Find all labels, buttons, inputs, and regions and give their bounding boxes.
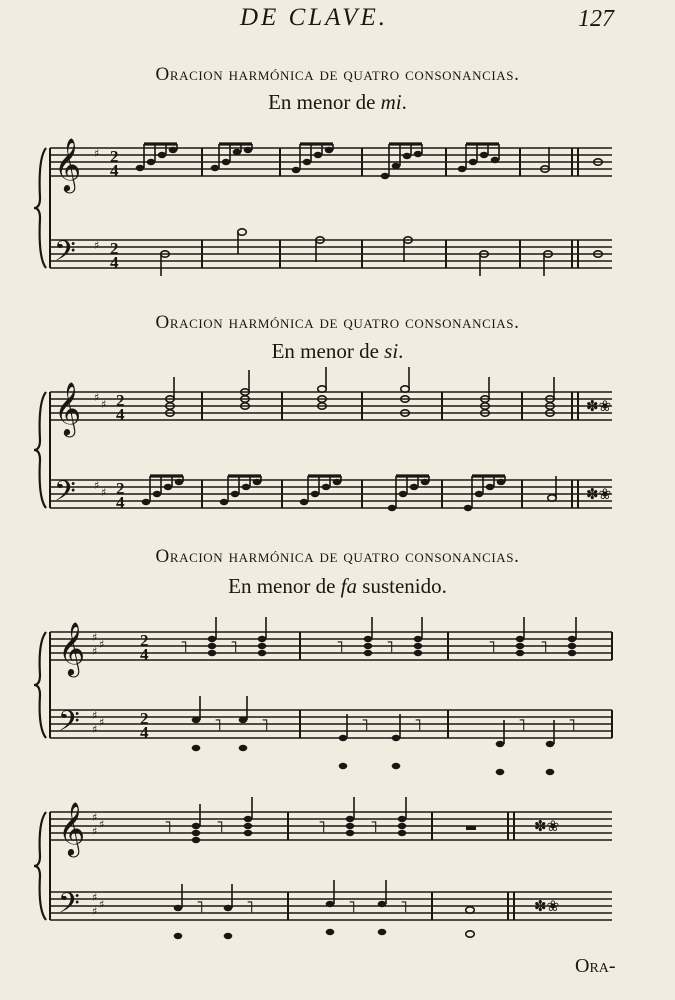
note-head: [516, 636, 525, 642]
note-head: [311, 491, 320, 497]
sharp-sign: ♯: [92, 645, 98, 658]
note-head: [496, 741, 505, 747]
eighth-rest: ˥: [400, 897, 408, 916]
note-head: [244, 830, 253, 836]
note-head: [208, 643, 217, 649]
eighth-rest: ˥: [414, 715, 422, 734]
note-head: [399, 491, 408, 497]
eighth-rest: ˥: [261, 715, 269, 734]
treble-clef: 𝄞: [54, 381, 82, 435]
sharp-sign: ♯: [92, 905, 98, 918]
note-head: [174, 933, 183, 939]
time-signature-upper: 2: [140, 631, 149, 650]
system-brace: [34, 148, 46, 268]
note-head: [364, 643, 373, 649]
note-head: [136, 165, 145, 171]
note-head: [403, 153, 412, 159]
time-signature-upper: 2: [116, 479, 125, 498]
note-head: [464, 505, 473, 511]
half-note-head: [466, 931, 475, 937]
eighth-rest: ˥: [370, 817, 378, 836]
note-head: [339, 735, 348, 741]
note-head: [381, 173, 390, 179]
sharp-sign: ♯: [92, 709, 98, 722]
eighth-rest: ˥: [568, 715, 576, 734]
section-3-heading: Oracion harmónica de quatro consonancias.: [155, 546, 520, 567]
note-head: [192, 830, 201, 836]
catchword: Ora-: [575, 955, 616, 977]
note-head: [192, 717, 201, 723]
note-head: [153, 491, 162, 497]
sharp-sign: ♯: [94, 391, 100, 404]
page-number: 127: [578, 6, 614, 32]
eighth-rest: ˥: [336, 637, 344, 656]
bass-clef: 𝄢: [58, 887, 80, 927]
sharp-sign: ♯: [92, 891, 98, 904]
note-head: [258, 643, 267, 649]
note-head: [292, 167, 301, 173]
note-head: [239, 717, 248, 723]
running-title: DE CLAVE.: [240, 4, 388, 31]
staff: [50, 632, 612, 660]
note-head: [480, 152, 489, 158]
sharp-sign: ♯: [92, 811, 98, 824]
sharp-sign: ♯: [92, 723, 98, 736]
note-head: [192, 745, 201, 751]
note-head: [258, 650, 267, 656]
note-head: [458, 166, 467, 172]
note-head: [414, 151, 423, 157]
section-3-key: fa: [340, 574, 358, 598]
note-head: [414, 636, 423, 642]
final-ornament: ✽❀: [586, 485, 612, 503]
eighth-rest: ˥: [348, 897, 356, 916]
eighth-rest: ˥: [361, 715, 369, 734]
note-head: [497, 479, 506, 485]
note-head: [258, 636, 267, 642]
note-head: [169, 147, 178, 153]
note-head: [546, 769, 555, 775]
note-head: [175, 479, 184, 485]
note-head: [325, 147, 334, 153]
note-head: [486, 484, 495, 490]
eighth-rest: ˥: [540, 637, 548, 656]
eighth-rest: ˥: [488, 637, 496, 656]
note-head: [322, 484, 331, 490]
section-3-subheading: En menor de fa sustenido.: [228, 574, 447, 598]
note-head: [398, 816, 407, 822]
note-head: [346, 830, 355, 836]
note-head: [392, 763, 401, 769]
eighth-rest: ˥: [216, 817, 224, 836]
sharp-sign: ♯: [94, 147, 100, 160]
system-brace: [34, 632, 46, 738]
note-head: [516, 650, 525, 656]
note-head: [244, 816, 253, 822]
note-head: [346, 823, 355, 829]
sharp-sign: ♯: [94, 239, 100, 252]
note-head: [244, 823, 253, 829]
note-head: [174, 905, 183, 911]
note-head: [211, 165, 220, 171]
note-head: [142, 499, 151, 505]
staff: [50, 392, 612, 420]
bass-clef: 𝄢: [54, 475, 76, 515]
system-brace: [34, 392, 46, 508]
note-head: [491, 157, 500, 163]
note-head: [546, 741, 555, 747]
eighth-rest: ˥: [214, 715, 222, 734]
section-2-heading: Oracion harmónica de quatro consonancias.: [155, 312, 520, 333]
note-head: [516, 643, 525, 649]
note-head: [339, 763, 348, 769]
eighth-rest: ˥: [518, 715, 526, 734]
eighth-rest: ˥: [386, 637, 394, 656]
note-head: [242, 484, 251, 490]
time-signature-upper: 2: [140, 709, 149, 728]
note-head: [346, 816, 355, 822]
final-ornament: ✽❀: [586, 397, 612, 415]
half-note-head: [238, 229, 247, 235]
staff: [50, 812, 612, 840]
time-signature-lower: 4: [140, 645, 149, 664]
note-head: [164, 484, 173, 490]
note-head: [222, 159, 231, 165]
sharp-sign: ♯: [99, 818, 105, 831]
treble-clef: 𝄞: [54, 137, 82, 191]
time-signature-lower: 4: [116, 493, 125, 512]
note-head: [224, 933, 233, 939]
system-brace: [34, 812, 46, 920]
sharp-sign: ♯: [94, 479, 100, 492]
note-head: [378, 901, 387, 907]
note-head: [253, 479, 262, 485]
eighth-rest: ˥: [246, 897, 254, 916]
note-head: [244, 147, 253, 153]
eighth-rest: ˥: [164, 817, 172, 836]
note-head: [231, 491, 240, 497]
note-head: [224, 905, 233, 911]
time-signature-upper: 2: [116, 391, 125, 410]
note-head: [326, 901, 335, 907]
section-1-heading: Oracion harmónica de quatro consonancias.: [155, 64, 520, 85]
note-head: [410, 484, 419, 490]
sharp-sign: ♯: [101, 398, 107, 411]
section-2-key: si: [384, 339, 399, 363]
time-signature-lower: 4: [116, 405, 125, 424]
note-head: [239, 745, 248, 751]
sharp-sign: ♯: [99, 638, 105, 651]
sharp-sign: ♯: [99, 898, 105, 911]
final-ornament: ✽❀: [534, 817, 560, 835]
staff: [50, 480, 612, 508]
bass-clef: 𝄢: [58, 705, 80, 745]
note-head: [392, 163, 401, 169]
note-head: [333, 479, 342, 485]
note-head: [392, 735, 401, 741]
note-head: [414, 643, 423, 649]
note-head: [314, 152, 323, 158]
note-head: [364, 636, 373, 642]
note-head: [421, 479, 430, 485]
note-head: [496, 769, 505, 775]
note-head: [414, 650, 423, 656]
section-2-subheading: En menor de si.: [271, 339, 404, 363]
note-head: [568, 636, 577, 642]
eighth-rest: ˥: [180, 637, 188, 656]
time-signature-lower: 4: [140, 723, 149, 742]
staff: [50, 240, 612, 268]
eighth-rest: ˥: [196, 897, 204, 916]
sharp-sign: ♯: [101, 486, 107, 499]
note-head: [364, 650, 373, 656]
time-signature-upper: 2: [110, 239, 119, 258]
note-head: [208, 636, 217, 642]
note-head: [475, 491, 484, 497]
eighth-rest: ˥: [318, 817, 326, 836]
note-head: [192, 823, 201, 829]
time-signature-lower: 4: [110, 161, 119, 180]
bass-clef: 𝄢: [54, 235, 76, 275]
sharp-sign: ♯: [99, 716, 105, 729]
note-head: [388, 505, 397, 511]
note-head: [158, 152, 167, 158]
note-head: [568, 650, 577, 656]
half-rest: [466, 826, 476, 830]
sharp-sign: ♯: [92, 631, 98, 644]
note-head: [568, 643, 577, 649]
note-head: [398, 823, 407, 829]
note-head: [378, 929, 387, 935]
section-1-subheading: En menor de mi.: [268, 90, 407, 114]
time-signature-lower: 4: [110, 253, 119, 272]
note-head: [469, 159, 478, 165]
note-head: [326, 929, 335, 935]
note-head: [220, 499, 229, 505]
time-signature-upper: 2: [110, 147, 119, 166]
note-head: [303, 159, 312, 165]
treble-clef: 𝄞: [58, 621, 86, 675]
eighth-rest: ˥: [230, 637, 238, 656]
note-head: [192, 837, 201, 843]
note-head: [300, 499, 309, 505]
final-ornament: ✽❀: [534, 897, 560, 915]
treble-clef: 𝄞: [58, 801, 86, 855]
staff: [50, 710, 612, 738]
note-head: [398, 830, 407, 836]
note-head: [233, 149, 242, 155]
section-1-key: mi: [380, 90, 402, 114]
note-head: [147, 159, 156, 165]
sharp-sign: ♯: [92, 825, 98, 838]
note-head: [208, 650, 217, 656]
